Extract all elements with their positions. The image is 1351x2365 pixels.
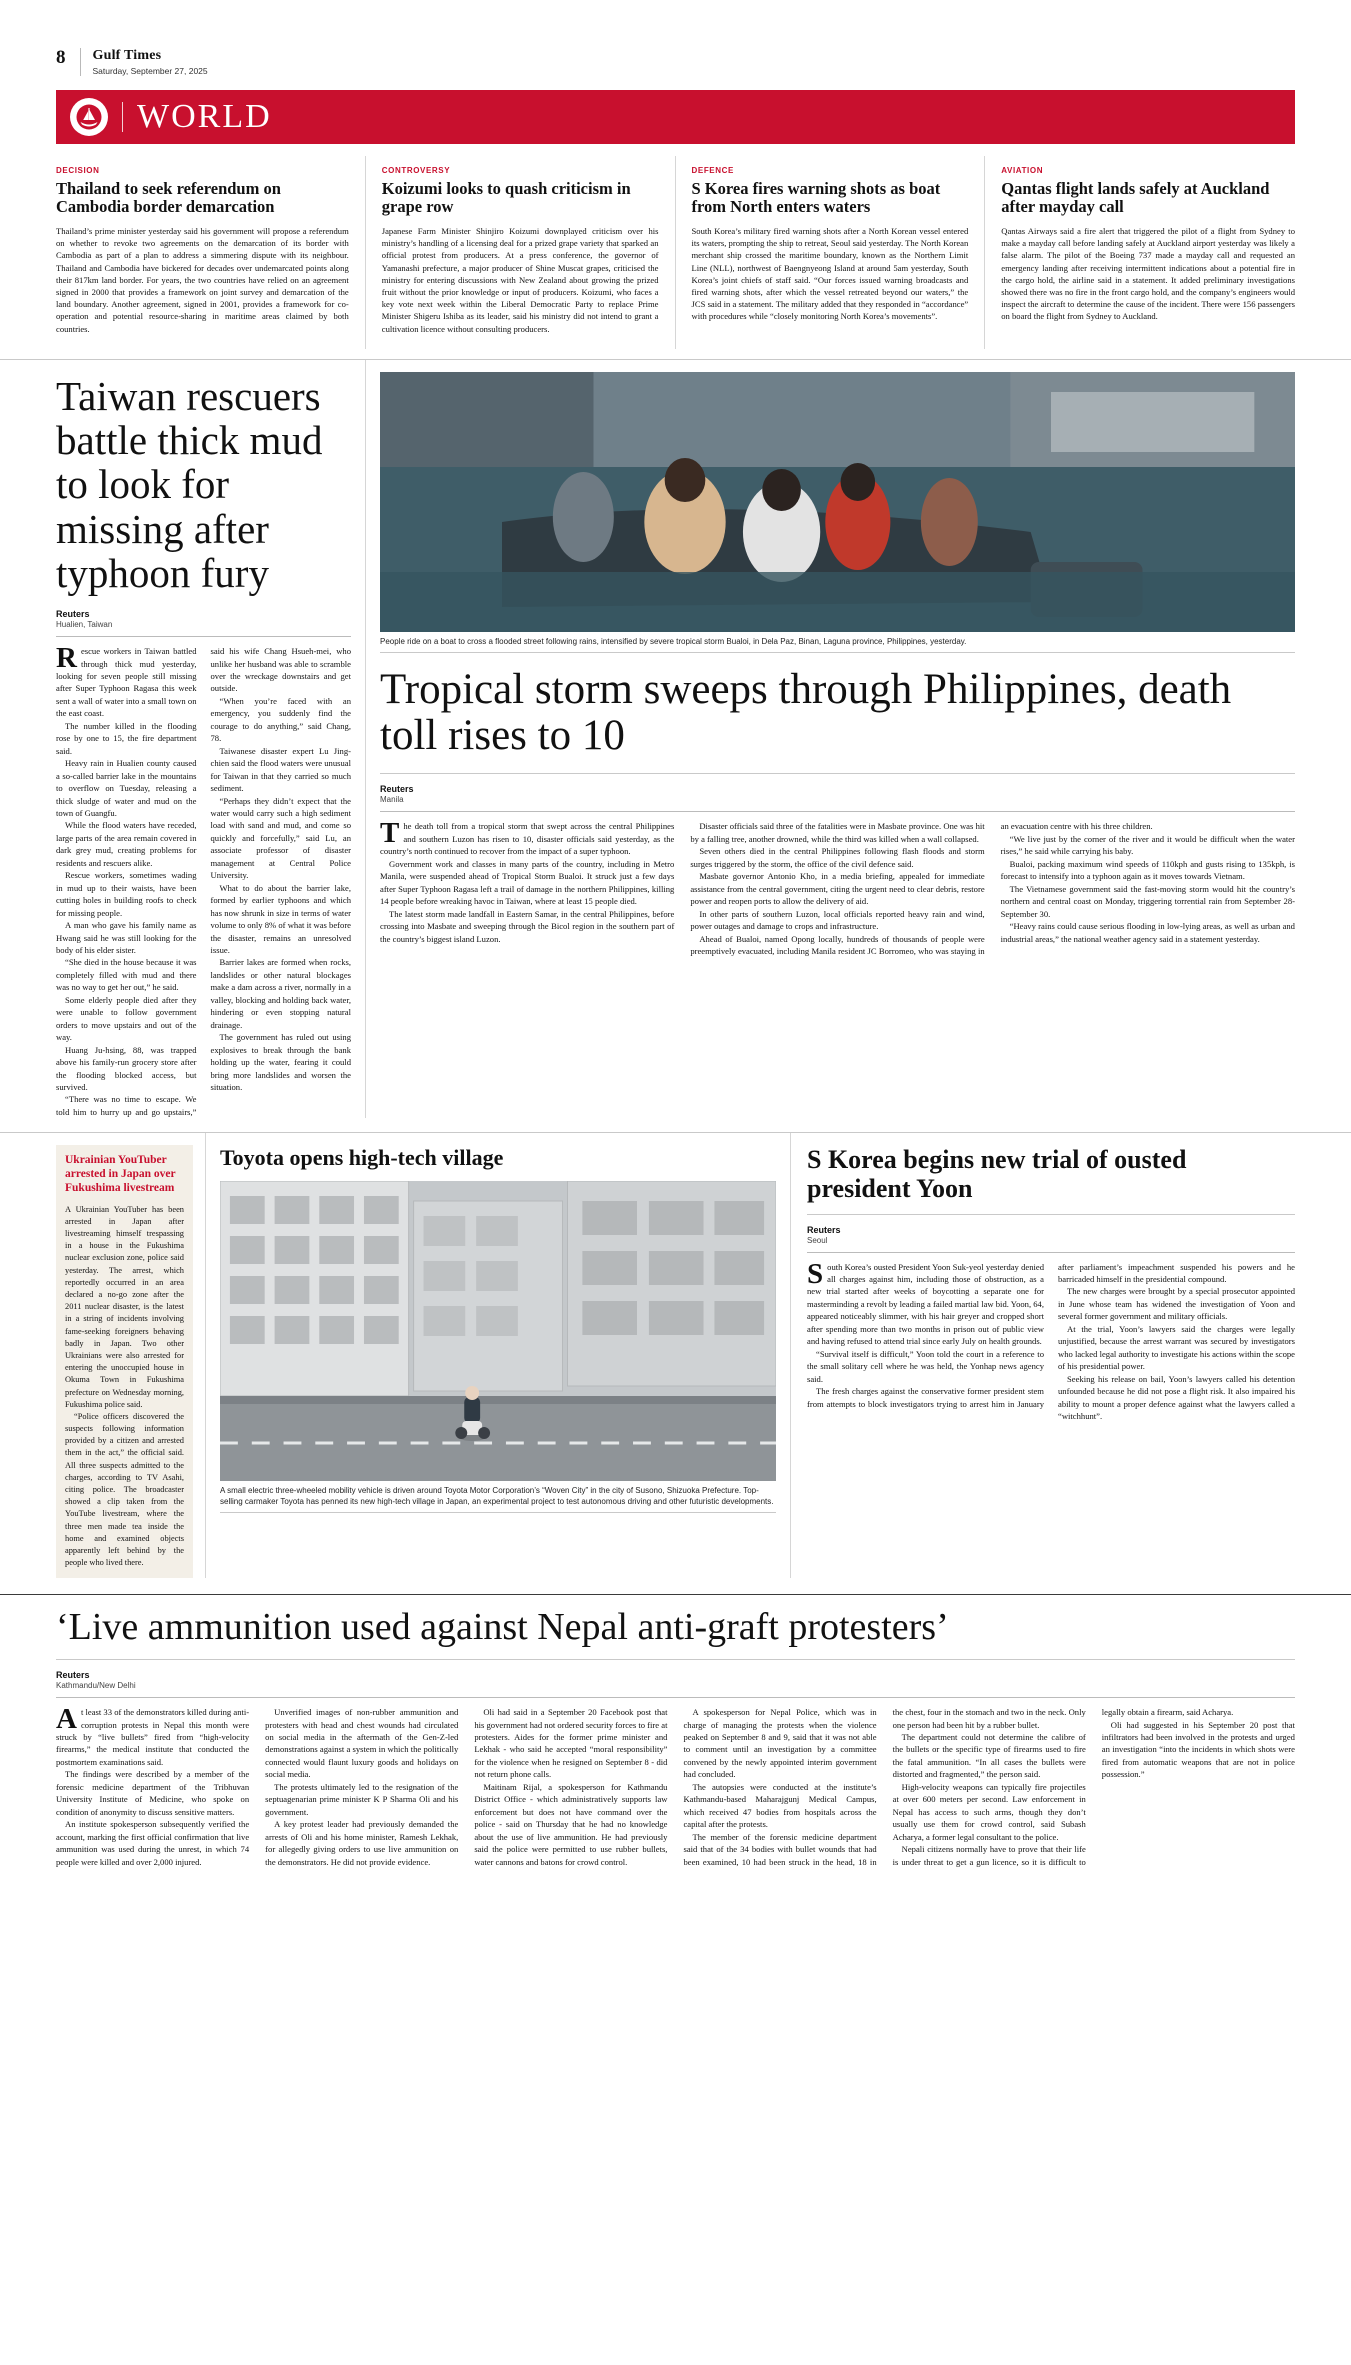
philippines-story bbox=[366, 360, 1295, 1119]
paragraph: Rescue workers, sometimes wading in mud up to their waists, have been cutting holes in building roofs to check for missing people. bbox=[56, 870, 197, 918]
paragraph: The death toll from a tropical storm that swept across the central Philippines and southern Luzon has risen to 10, disaster officials said yesterday, as the country’s north continued to recover from the impact of a super typhoon. bbox=[380, 817, 675, 857]
paragraph: Seeking his release on bail, Yoon’s lawyers called his detention unfounded because he did not pose a flight risk. It also impaired his ability to mount a proper defence against what the lawyers called a “witchhunt”. bbox=[1058, 1373, 1295, 1421]
section-name: WORLD bbox=[137, 98, 272, 135]
brief-body: Thailand’s prime minister yesterday said his government will propose a referendum on whether to revoke two agreements on the demarcation of its border with Cambodia as part of a plan to address a simmering dispute with its neighbour. Thailand and Cambodia have bickered for decades over undemarcated points along their 817km land border. For years, the two countries have relied on an agreement signed in 2000 that provides a framework on joint survey and demarcation of the land boundary. Another agreement, signed in 2001, provides a framework for co-operation and potential resource-sharing in maritime areas claimed by both countries. bbox=[56, 225, 349, 334]
paragraph: The Vietnamese government said the fast-moving storm would hit the country’s northern and central coast on Monday, triggering torrential rain from September 28-September 30. bbox=[1000, 883, 1295, 919]
fukushima-box bbox=[56, 1145, 193, 1578]
yoon-story bbox=[791, 1133, 1295, 1578]
paragraph: South Korea’s ousted President Yoon Suk-yeol yesterday denied all charges against him, including those of obstruction, as a new trial started after weeks of boycotting a separate one for masterminding a revolt by leading a failed martial law bid. Yoon, 64, appeared noticeably slimmer, with his hair greyer and cropped short after spending more than two months in prison out of public view and having refused to attend trial since early July on health grounds. bbox=[807, 1257, 1044, 1347]
flood-photo bbox=[380, 372, 1295, 653]
nepal-body bbox=[56, 1703, 1295, 1868]
paragraph: Barrier lakes are formed when rocks, landslides or other natural blockages make a dam across a river, normally in a valley, blocking and holding back water, hindering or even stopping natural drainage. bbox=[210, 957, 351, 1030]
paragraph: Nepali citizens normally have to prove that their life is under threat to get a gun licence, so it is difficult to legally obtain a firearm, said Acharya. bbox=[892, 1707, 1234, 1867]
paragraph: A Ukrainian YouTuber has been arrested in Japan after livestreaming himself trespassing in a house in the Fukushima nuclear exclusion zone, police said yesterday. The arrest, which reportedly occurred in an area declared a no-go zone after the 2011 nuclear disaster, is the latest in a string of incidents involving fame-seeking foreigners behaving badly in Japan. Two other Ukrainians were also arrested for entering the unoccupied house in Okuma Town in Fukushima prefecture on Wednesday morning, Fukushima police said. bbox=[65, 1204, 184, 1409]
paragraph: The findings were described by a member of the forensic medicine department of the Tribhuvan University Institute of Medicine, who spoke on condition of anonymity to discuss sensitive matters. bbox=[56, 1769, 250, 1817]
paragraph: Heavy rain in Hualien county caused a so-called barrier lake in the mountains to overflow on Tuesday, releasing a thick sludge of water and mud on the town of Guangfu. bbox=[56, 758, 197, 818]
philippines-body bbox=[380, 817, 1295, 957]
toyota-headline: Toyota opens high-tech village bbox=[220, 1145, 504, 1171]
brief-item bbox=[56, 156, 366, 349]
paragraph: “Police officers discovered the suspects following information provided by a citizen and arrested them in the act,” the official said. All three suspects admitted to the charges, according to TV Asahi, citing police. The broadcaster showed a clip taken from the YouTube livestream, where the three men made tea inside the home and examined objects apparently left behind by the people who lived there. bbox=[65, 1411, 184, 1568]
paragraph: At the trial, Yoon’s lawyers said the charges were legally unjustified, because the arrest warrant was secured by investigators who lacked legal authority to investigate his actions within the scope of his presidential power. bbox=[1058, 1323, 1295, 1372]
paragraph: A key protest leader had previously demanded the arrests of Oli and his home minister, Ramesh Lekhak, for allegedly giving orders to use live ammunition on the demonstrators. He did not provide evidence. bbox=[265, 1819, 459, 1867]
brief-headline: Thailand to seek referendum on Cambodia border demarcation bbox=[56, 179, 281, 217]
yoon-byline bbox=[807, 1225, 1295, 1245]
flood-photo-caption: People ride on a boat to cross a flooded street following rains, intensified by severe tropical storm Bualoi, in Dela Paz, Binan, Laguna province, Philippines, yesterday. bbox=[380, 636, 967, 646]
taiwan-body bbox=[56, 642, 351, 1118]
toyota-photo-caption: A small electric three-wheeled mobility vehicle is driven around Toyota Motor Corporation’s “Woven City” in the city of Susono, Shizuoka Prefecture. Top-selling carmaker Toyota has penned its new high-tech village in Japan, an experimental project to test autonomous driving and other futuristic developments. bbox=[220, 1486, 774, 1507]
brief-headline: S Korea fires warning shots as boat from North enters waters bbox=[691, 179, 941, 217]
brief-headline: Koizumi looks to quash criticism in grape row bbox=[381, 179, 631, 217]
yoon-agency: Reuters bbox=[807, 1224, 841, 1235]
flood-photo-image bbox=[380, 372, 1295, 632]
brief-row bbox=[0, 156, 1351, 349]
philippines-byline bbox=[380, 784, 1295, 804]
taiwan-agency: Reuters bbox=[56, 609, 90, 620]
paragraph: Huang Ju-hsing, 88, was trapped above his family-run grocery store after the flooding blocked access, but survived. bbox=[56, 1044, 197, 1092]
brief-item bbox=[676, 156, 986, 349]
publication-date: Saturday, September 27, 2025 bbox=[92, 66, 208, 76]
gulf-times-logo-icon bbox=[70, 98, 108, 136]
paragraph: What to do about the barrier lake, formed by earlier typhoons and which has now shrunk in size in terms of water volume to only 8% of what it was before the disaster, remains an unresolved issue. bbox=[210, 882, 351, 955]
paragraph: “We live just by the corner of the river and it would be difficult when the water rises,” he said while carrying his baby. bbox=[1000, 833, 1295, 857]
paragraph: “Perhaps they didn’t expect that the water would carry such a high sediment load with sand and mud, and come so quickly and forcefully,” said Lu, an associate professor of disaster management at Central Police University. bbox=[210, 795, 351, 881]
fukushima-story bbox=[56, 1133, 206, 1578]
brief-kicker: DECISION bbox=[56, 166, 100, 175]
nepal-story bbox=[0, 1594, 1351, 1868]
philippines-headline: Tropical storm sweeps through Philippines, death toll rises to 10 bbox=[380, 665, 1232, 759]
nepal-headline: ‘Live ammunition used against Nepal anti-graft protesters’ bbox=[56, 1606, 949, 1649]
main-stories-row bbox=[0, 359, 1351, 1119]
taiwan-byline bbox=[56, 609, 351, 629]
paragraph: Seven others died in the central Philippines following flash floods and storm surges triggered by the storm, the office of the civil defence said. bbox=[690, 846, 985, 869]
paragraph: Unverified images of non-rubber ammunition and protesters with head and chest wounds had circulated on social media in the aftermath of the Gen-Z-led demonstrations against a system in which the politically connected would flaunt luxury goods and holidays on social media. bbox=[265, 1707, 459, 1780]
fukushima-headline: Ukrainian YouTuber arrested in Japan over Fukushima livestream bbox=[65, 1154, 176, 1194]
paragraph: At least 33 of the demonstrators killed during anti-corruption protests in Nepal this month were struck by “live bullets” fired from “high-velocity firearms,” the medical institute that conducted the postmortem examinations said. bbox=[56, 1703, 250, 1767]
paragraph: Disaster officials said three of the fatalities were in Masbate province. One was hit by a falling tree, another drowned, while the third was killed when a wall collapsed. bbox=[690, 821, 985, 844]
brief-kicker: DEFENCE bbox=[691, 166, 734, 175]
brief-item bbox=[985, 156, 1295, 349]
toyota-photo-image bbox=[220, 1181, 776, 1481]
taiwan-story bbox=[56, 360, 366, 1119]
secondary-stories-row bbox=[0, 1132, 1351, 1578]
paragraph: Taiwanese disaster expert Lu Jing-chien said the flood waters were unusual for Taiwan in that they carried so much sediment. bbox=[210, 745, 351, 794]
paragraph: The member of the forensic medicine department said that of the 34 bodies with bullet wounds that had been examined, 10 had been struck in the head, 18 in the chest, four in the stomach and two in the neck. Only one person had been hit by a rubber bullet. bbox=[683, 1707, 1086, 1867]
brief-kicker: AVIATION bbox=[1001, 166, 1044, 175]
paragraph: Bualoi, packing maximum wind speeds of 110kph and gusts rising to 135kph, is forecast to intensify into a typhoon again as it moves towards Vietnam. bbox=[1000, 858, 1295, 882]
yoon-body bbox=[807, 1257, 1295, 1423]
paragraph: “She died in the house because it was completely filled with mud and there was no way to get her out,” he said. bbox=[56, 957, 197, 993]
taiwan-dateline: Hualien, Taiwan bbox=[56, 620, 113, 630]
paragraph: The government has ruled out using explosives to break through the bank holding up the water, fearing it could bring more landslides and worsen the situation. bbox=[210, 1032, 351, 1092]
masthead bbox=[0, 0, 1351, 84]
nepal-byline bbox=[56, 1670, 206, 1690]
section-banner bbox=[56, 90, 1295, 144]
paragraph: Some elderly people died after they were unable to follow government orders to move upstairs and out of the way. bbox=[56, 994, 197, 1043]
paragraph: Ahead of Bualoi, named Opong locally, hundreds of thousands of people were preemptively evacuated, including Manila resident JC Borromeo, who was staying in an evacuation centre with his three children. bbox=[690, 821, 1153, 956]
paragraph: In other parts of southern Luzon, local officials reported heavy rain and wind, power outages and damage to crops and infrastructure. bbox=[690, 908, 985, 932]
paragraph: While the flood waters have receded, large parts of the area remain covered in dark grey mud, creating problems for residents and rescuers alike. bbox=[56, 820, 197, 868]
paragraph: Oli had said in a September 20 Facebook post that his government had not ordered security forces to fire at protesters. Aides for the former prime minister and Lekhak - who said he accepted “moral responsibility” for the violence when he resigned on September 8 - did not return phone calls. bbox=[474, 1707, 668, 1780]
nepal-agency: Reuters bbox=[56, 1670, 90, 1681]
paragraph: “Heavy rains could cause serious flooding in low-lying areas, as well as urban and industrial areas,” the national weather agency said in a statement yesterday. bbox=[1000, 921, 1295, 944]
page-number: 8 bbox=[56, 47, 66, 68]
paragraph: “There was no time to escape. We told him to hurry up and go upstairs,” said his wife Chang Hsueh-mei, who unlike her husband was able to scramble over the wreckage downstairs and get outside. bbox=[56, 646, 351, 1117]
paragraph: A spokesperson for Nepal Police, which was in charge of managing the protests when the violence peaked on September 8 and 9, said that it was not able to comment until an investigation by a committee convened by the newly appointed interim government had concluded. bbox=[683, 1707, 877, 1780]
taiwan-headline: Taiwan rescuers battle thick mud to look for missing after typhoon fury bbox=[56, 372, 323, 596]
nepal-dateline: Kathmandu/New Delhi bbox=[56, 1681, 136, 1691]
toyota-photo bbox=[220, 1181, 776, 1513]
paragraph: Masbate governor Antonio Kho, in a media briefing, appealed for immediate assistance from the central government, citing the urgent need to clear debris, restore power and reopen ports to allow the delivery of aid. bbox=[690, 871, 985, 907]
paragraph: Oli had suggested in his September 20 post that infiltrators had been involved in the protests and urged an investigation “into the incidents in which shots were fired from automatic weapons that are not in police possession.” bbox=[1101, 1719, 1295, 1780]
paragraph: The department could not determine the calibre of the bullets or the specific type of firearms used to fire the fatal ammunition. “In all cases the bullets were distorted and fragmented,” the person said. bbox=[892, 1732, 1086, 1780]
philippines-agency: Reuters bbox=[380, 784, 414, 795]
brief-item bbox=[366, 156, 676, 349]
philippines-dateline: Manila bbox=[380, 795, 404, 805]
toyota-story bbox=[206, 1133, 791, 1578]
paragraph: The new charges were brought by a special prosecutor appointed in June whose team has widened the investigation of Yoon and several former government and military officials. bbox=[1058, 1286, 1295, 1322]
paragraph: The number killed in the flooding rose by one to 15, the fire department said. bbox=[56, 720, 197, 756]
brief-headline: Qantas flight lands safely at Auckland after mayday call bbox=[1001, 179, 1270, 217]
paragraph: The autopsies were conducted at the institute’s Kathmandu-based Maharajgunj Medical Campus, which received 47 bodies from hospitals across the capital after the protests. bbox=[683, 1781, 877, 1830]
banner-divider bbox=[122, 102, 123, 132]
paragraph: The latest storm made landfall in Eastern Samar, in the central Philippines, before crossing into Masbate and sweeping through the Bicol region in the southern part of the country’s biggest island Luzon. bbox=[380, 908, 675, 944]
brief-kicker: CONTROVERSY bbox=[381, 166, 451, 175]
brief-body: Japanese Farm Minister Shinjiro Koizumi downplayed criticism over his ministry’s handling of a licensing deal for a prized grape variety that sparked an official protest from producers. At a press conference, the governor of Yamanashi prefecture, a major producer of Shine Muscat grapes, criticised the ministry for entering discussions with New Zealand about growing the prized fruit without the prior knowledge or input of producers. Koizumi, who faces a key vote next week within the Liberal Democratic Party to replace Prime Minister Shigeru Ishiba as its leader, said his ministry did not intend to grant a cultivation licence without consulting producers. bbox=[381, 225, 659, 334]
paragraph: Maitinam Rijal, a spokesperson for Kathmandu District Office - which administratively supports law enforcement but does not have command over the police - said on Thursday that he had no knowledge about the use of live ammunition. He had previously said the police were permitted to use rubber bullets, water cannons and batons for crowd control. bbox=[474, 1781, 668, 1867]
yoon-dateline: Seoul bbox=[807, 1235, 828, 1245]
paragraph: “Survival itself is difficult,” Yoon told the court in a reference to the small solitary cell where he was held, the Yonhap news agency said. bbox=[807, 1348, 1044, 1384]
paragraph: Government work and classes in many parts of the country, including in Metro Manila, were suspended ahead of Tropical Storm Bualoi. It struck just a few days after Super Typhoon Ragasa left a trail of damage in the northern Philippines, killing 14 people before wreaking havoc in Taiwan, where at least 15 people died. bbox=[380, 858, 675, 907]
paragraph: The fresh charges against the conservative former president stem from attempts to block investigators trying to arrest him in January after parliament’s impeachment suspended his powers and he barricaded himself in the presidential compound. bbox=[807, 1261, 1295, 1409]
paragraph: “When you’re faced with an emergency, you suddenly find the courage to do anything,” said Chang, 78. bbox=[210, 695, 351, 744]
paragraph: An institute spokesperson subsequently verified the account, marking the first official confirmation that live ammunition was used during the unrest, in which 74 people were killed and over 2,000 injured. bbox=[56, 1819, 250, 1867]
brief-body: Qantas Airways said a fire alert that triggered the pilot of a flight from Sydney to make a mayday call before landing safely at Auckland airport yesterday was likely a false alarm. The pilot of the Boeing 737 made a mayday call and requested an emergency landing after receiving intermittent indications about a potential fire in the cargo hold, the airline said in a statement. It added preliminary investigations showed there was no fire in the front cargo hold, and the company’s engineers would inspect the aircraft to determine the cause of the incident. There were 156 passengers on board the flight from Sydney to Auckland. bbox=[1001, 225, 1295, 322]
paragraph: Rescue workers in Taiwan battled through thick mud yesterday, looking for seven people still missing after Super Typhoon Ragasa this week sent a wall of water into a small town on the east coast. bbox=[56, 642, 197, 719]
yoon-headline: S Korea begins new trial of ousted president Yoon bbox=[807, 1145, 1187, 1204]
paragraph: A man who gave his family name as Hwang said he was still looking for the body of his elder sister. bbox=[56, 920, 197, 955]
brief-body: South Korea’s military fired warning shots after a North Korean vessel entered its waters, prompting the ship to retreat, Seoul said yesterday. The North Korean merchant ship crossed the maritime boundary, known as the Northern Limit Line (NLL), northwest of Baengnyeong Island at around 5am yesterday, South Korea’s joint chiefs of staff said. “Our forces issued warning broadcasts and fired warning shots, after which the vessel retreated beyond our waters,” the JCS said in a statement. The military added that they responded in “accordance” with procedures while “closely monitoring North Korea’s movements”. bbox=[691, 225, 969, 322]
paragraph: The protests ultimately led to the resignation of the septuagenarian prime minister K P Sharma Oli and his government. bbox=[265, 1781, 459, 1817]
paragraph: High-velocity weapons can typically fire projectiles at over 600 meters per second. Law enforcement in Nepal has access to such arms, though they don’t usually use them for crowd control, said Subash Acharya, a former legal consultant to the police. bbox=[892, 1781, 1086, 1842]
publication-title: Gulf Times bbox=[92, 48, 162, 63]
